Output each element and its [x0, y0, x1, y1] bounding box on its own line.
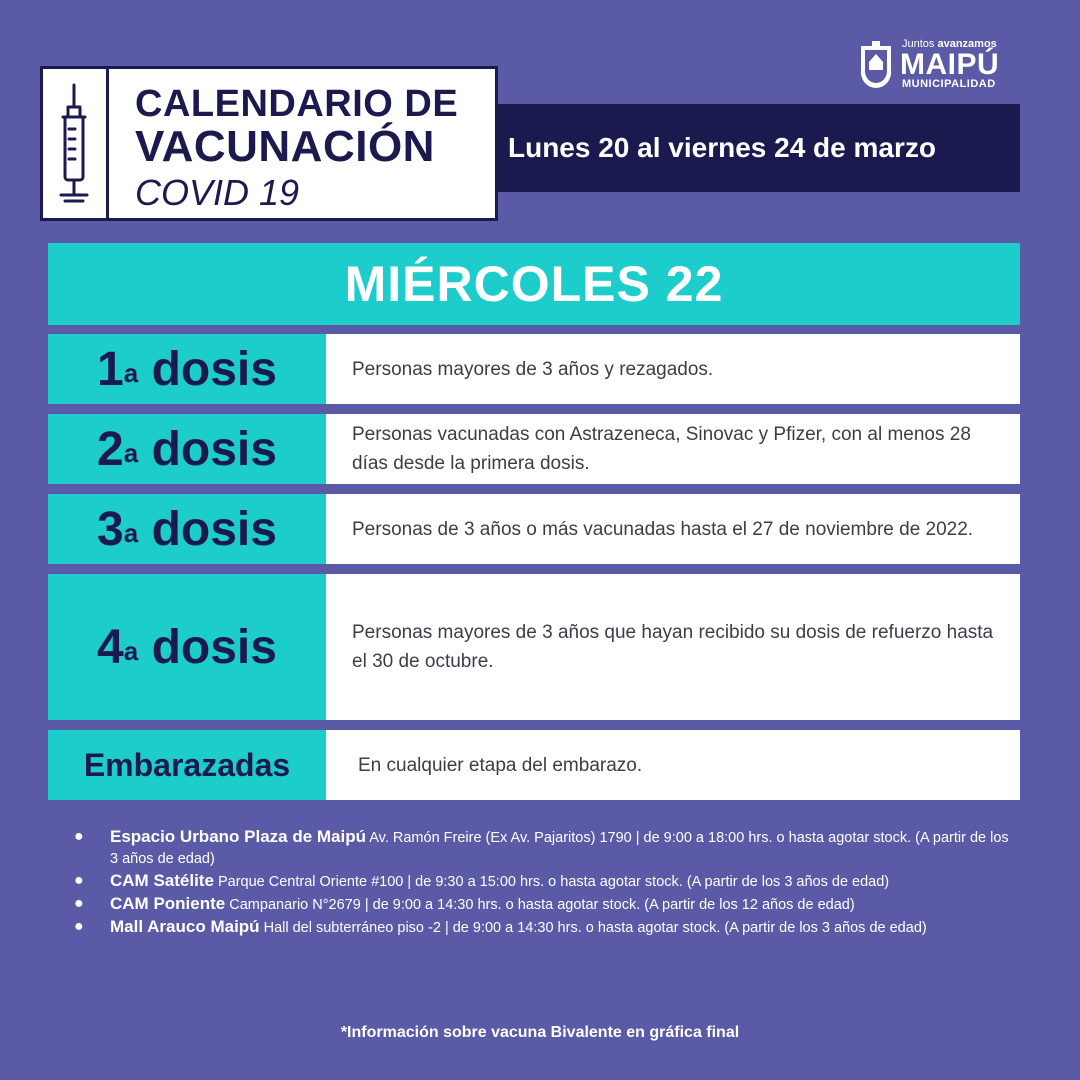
dose-row-2 — [48, 414, 1020, 484]
pregnant-label: Embarazadas — [48, 730, 326, 800]
dose-label-2: 2 $^a$ dosis — [48, 414, 326, 484]
location-details: Parque Central Oriente #100 | de 9:30 a 15:00 hrs. o hasta agotar stock. (A partir de los 3 años de edad) — [217, 874, 890, 890]
bullet-icon: ● — [74, 828, 84, 845]
pregnant-description: En cualquier etapa del embarazo. — [326, 730, 1020, 800]
dose-label-1: 1 $^a$ dosis — [48, 334, 326, 404]
location-name: CAM Poniente — [110, 894, 226, 913]
location-name: Mall Arauco Maipú — [110, 917, 260, 936]
title-line-2: VACUNACIÓN — [135, 122, 435, 171]
location-details: Campanario N°2679 | de 9:00 a 14:30 hrs. o hasta agotar stock. (A partir de los 12 años de edad) — [229, 897, 855, 913]
title-line-1: CALENDARIO DE — [135, 83, 459, 125]
dose-description-3: Personas de 3 años o más vacunadas hasta el 27 de noviembre de 2022. — [326, 494, 1020, 564]
list-item — [70, 893, 1020, 916]
title-text — [135, 83, 458, 215]
pregnant-row — [48, 730, 1020, 800]
dose-description-1: Personas mayores de 3 años y rezagados. — [326, 334, 1020, 404]
footnote: *Información sobre vacuna Bivalente en gráfica final — [340, 1024, 740, 1041]
logo-name: MAIPÚ — [900, 48, 1000, 81]
bullet-icon: ● — [74, 918, 84, 935]
logo-slogan: Juntos avanzamos — [902, 38, 997, 50]
title-line-3: COVID 19 — [135, 172, 300, 213]
dose-description-2: Personas vacunadas con Astrazeneca, Sinovac y Pfizer, con al menos 28 días desde la primera dosis. — [326, 414, 1020, 484]
syringe-cell — [43, 69, 109, 218]
dose-description-4: Personas mayores de 3 años que hayan recibido su dosis de refuerzo hasta el 30 de octubre. — [326, 574, 1020, 720]
syringe-icon — [51, 81, 97, 211]
list-item — [70, 916, 1020, 939]
location-name: Espacio Urbano Plaza de Maipú — [110, 827, 367, 846]
maipu-shield-icon — [858, 40, 894, 90]
logo-subtitle: MUNICIPALIDAD — [902, 78, 996, 90]
location-name: CAM Satélite — [110, 871, 214, 890]
dose-row-3 — [48, 494, 1020, 564]
title-box — [40, 66, 498, 221]
maipu-logo — [858, 38, 1018, 94]
location-details: Av. Ramón Freire (Ex Av. Pajaritos) 1790 | de 9:00 a 18:00 hrs. o hasta agotar stock. (A partir de los 3 años de edad) — [110, 830, 1009, 867]
dose-label-4: 4 $^a$ dosis — [48, 574, 326, 720]
date-banner: Lunes 20 al viernes 24 de marzo — [498, 104, 1020, 192]
bullet-icon: ● — [74, 895, 84, 912]
dose-label-3: 3 $^a$ dosis — [48, 494, 326, 564]
list-item — [70, 826, 1020, 870]
dose-row-4 — [48, 574, 1020, 720]
dose-row-1 — [48, 334, 1020, 404]
list-item — [70, 870, 1020, 893]
day-header: MIÉRCOLES 22 — [48, 243, 1020, 325]
bullet-icon: ● — [74, 872, 84, 889]
locations-list — [70, 826, 1020, 939]
location-details: Hall del subterráneo piso -2 | de 9:00 a 14:30 hrs. o hasta agotar stock. (A partir de los 3 años de edad) — [263, 920, 927, 936]
